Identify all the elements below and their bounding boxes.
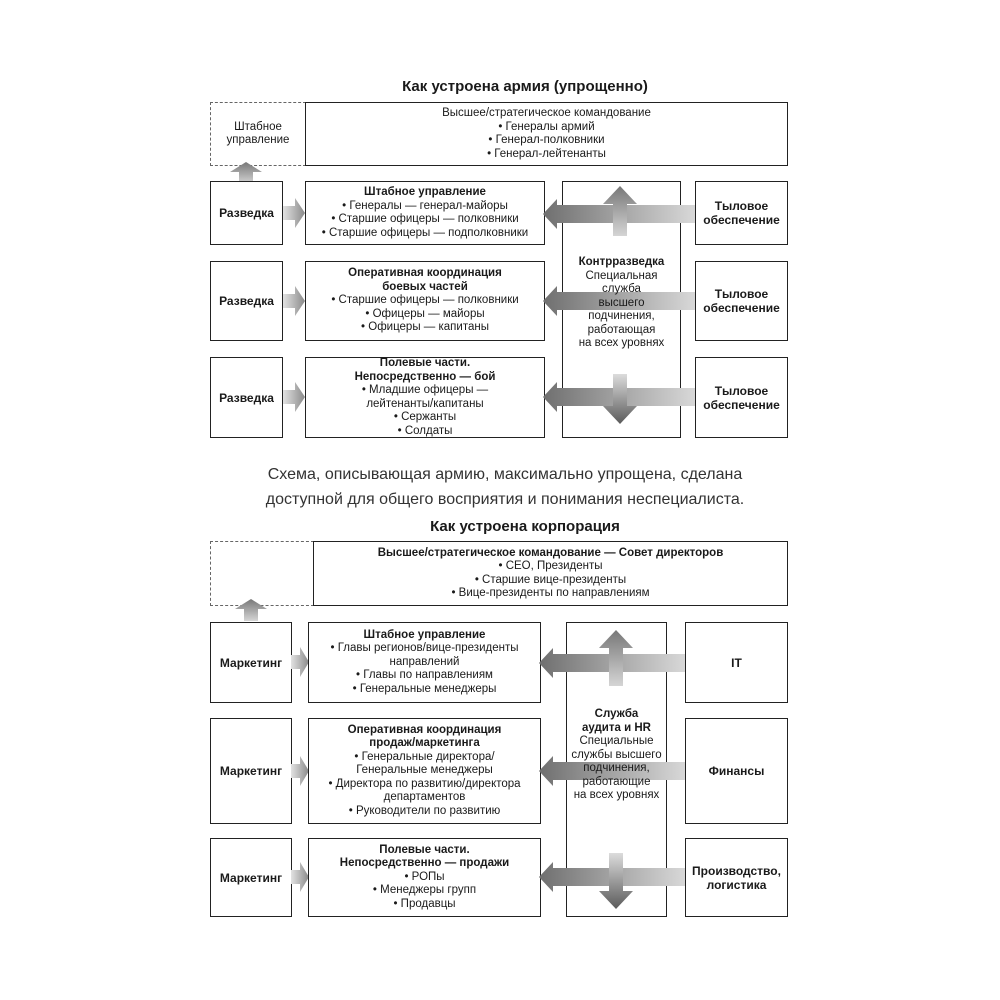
corp-right-label: Производство, логистика <box>692 863 781 892</box>
army-left-box-2 <box>210 261 283 341</box>
corp-level-heading: Непосредственно — продажи <box>339 857 510 870</box>
army-level-box-3 <box>305 357 545 438</box>
corp-left-box-2 <box>210 718 292 824</box>
corp-down-arrow-icon <box>599 853 633 909</box>
army-level-item: • Офицеры — майоры <box>365 307 485 320</box>
army-left-label: Разведка <box>219 206 274 220</box>
army-right-box-2 <box>695 261 788 341</box>
army-down-arrow-icon <box>603 374 637 424</box>
army-right-label: Тыловое обеспечение <box>703 287 780 315</box>
corp-level-item: направлений <box>389 655 460 668</box>
corp-right-arrow-icon <box>291 647 309 677</box>
corp-title: Как устроена корпорация <box>430 518 620 535</box>
army-title: Как устроена армия (упрощенно) <box>402 78 648 95</box>
army-middle-line: высшего <box>598 296 645 309</box>
corp-middle-line: подчинения, <box>583 762 650 774</box>
caption-line: Схема, описывающая армию, максимально упрощена, сделана <box>267 466 743 483</box>
corp-top-item: • Вице-президенты по направлениям <box>451 587 650 599</box>
army-level-heading: Непосредственно — бой <box>354 370 496 383</box>
corp-left-label: Маркетинг <box>219 870 283 885</box>
corp-left-label: Маркетинг <box>219 655 283 670</box>
corp-level-item: • РОПы <box>404 870 445 883</box>
army-top-left-label: Штабное управление <box>226 120 290 146</box>
corp-top-item: • Старшие вице-президенты <box>474 573 627 586</box>
army-left-box-3 <box>210 357 283 438</box>
corp-left-box-1 <box>210 622 292 703</box>
army-right-arrow-icon <box>283 286 305 316</box>
corp-right-label: Финансы <box>708 764 765 778</box>
army-level-item: лейтенанты/капитаны <box>366 397 484 410</box>
army-up-arrow-icon <box>603 186 637 236</box>
corp-up-arrow-icon <box>599 630 633 686</box>
corp-level-item: • Руководители по развитию <box>348 804 501 817</box>
corp-level-heading: Оперативная координация <box>347 723 502 736</box>
army-level-item: • Солдаты <box>397 424 453 437</box>
corp-middle-line: работающие <box>582 775 651 788</box>
corp-level-item: департаментов <box>383 791 466 804</box>
army-right-box-1 <box>695 181 788 245</box>
corp-middle-heading: аудита и HR <box>582 721 651 734</box>
corp-level-heading: Штабное управление <box>363 628 486 641</box>
corp-top-left-dashed <box>210 541 314 606</box>
army-middle-heading: Контрразведка <box>578 256 665 268</box>
army-level-heading: боевых частей <box>382 280 468 293</box>
corp-right-box-3 <box>685 838 788 917</box>
corp-up-arrow-icon <box>231 599 271 621</box>
corp-level-box-2 <box>308 718 541 824</box>
army-level-item: • Старшие офицеры — полковники <box>331 294 519 307</box>
army-top-left-dashed <box>210 102 306 166</box>
army-middle-line: работающая <box>587 323 656 336</box>
corp-level-item: • Директора по развитию/директора <box>328 777 521 790</box>
corp-left-label: Маркетинг <box>219 764 283 778</box>
corp-right-arrow-icon <box>291 862 309 892</box>
army-top-item: • Генерал-лейтенанты <box>487 147 606 160</box>
corp-middle-line: на всех уровнях <box>573 789 660 801</box>
corp-level-item: • Генеральные директора/ <box>354 750 495 763</box>
army-middle-line: Специальная <box>585 269 658 282</box>
corp-audit-text <box>567 708 666 803</box>
army-middle-line: на всех уровнях <box>578 337 665 349</box>
corp-middle-line: службы высшего <box>571 748 662 761</box>
army-top-item: • Генерал-полковники <box>488 134 605 146</box>
army-top-item: • Генералы армий <box>498 120 595 133</box>
corp-right-label: IT <box>731 655 742 670</box>
army-level-item: • Сержанты <box>393 411 457 423</box>
corp-right-arrow-icon <box>291 756 309 786</box>
corp-left-box-3 <box>210 838 292 917</box>
army-level-heading: Штабное управление <box>364 186 486 198</box>
corp-level-item: • Менеджеры групп <box>372 884 477 897</box>
army-middle-line: подчинения, <box>588 310 655 322</box>
corp-middle-line: Специальные <box>579 735 654 747</box>
corp-level-heading: продаж/маркетинга <box>369 737 480 750</box>
corp-top-item: • CEO, Президенты <box>498 560 603 572</box>
army-top-command <box>305 102 788 166</box>
army-level-item: • Младшие офицеры — <box>361 384 489 396</box>
corp-level-item: • Главы регионов/вице-президенты <box>330 642 519 655</box>
army-level-heading: Оперативная координация <box>348 267 502 280</box>
army-middle-line: служба <box>602 283 641 295</box>
corp-level-box-3 <box>308 838 541 917</box>
army-level-box-1 <box>305 181 545 245</box>
army-level-item: • Старшие офицеры — подполковники <box>321 226 529 239</box>
caption-line: доступной для общего восприятия и понимания неспециалиста. <box>265 491 745 508</box>
army-level-item: • Офицеры — капитаны <box>361 321 489 334</box>
corp-level-box-1 <box>308 622 541 703</box>
corp-right-box-1 <box>685 622 788 703</box>
army-right-arrow-icon <box>283 382 305 412</box>
corp-level-item: • Генеральные менеджеры <box>352 682 497 695</box>
army-right-label: Тыловое обеспечение <box>703 383 780 412</box>
army-counterintel-text <box>563 256 680 351</box>
army-level-item: • Генералы — генерал-майоры <box>342 199 508 212</box>
army-left-label: Разведка <box>219 294 274 308</box>
army-right-arrow-icon <box>283 198 305 228</box>
corp-level-heading: Полевые части. <box>379 843 470 856</box>
corp-top-command <box>313 541 788 606</box>
army-left-label: Разведка <box>219 390 274 405</box>
army-level-item: • Старшие офицеры — полковники <box>331 213 519 225</box>
army-level-heading: Полевые части. <box>379 357 471 369</box>
army-level-box-2 <box>305 261 545 341</box>
corp-top-heading: Высшее/стратегическое командование — Совет директоров <box>377 546 724 559</box>
army-top-heading: Высшее/стратегическое командование <box>442 107 651 119</box>
corp-level-item: Генеральные менеджеры <box>356 764 493 777</box>
corp-level-item: • Главы по направлениям <box>356 669 493 682</box>
army-left-box-1 <box>210 181 283 245</box>
army-right-box-3 <box>695 357 788 438</box>
army-right-label: Тыловое обеспечение <box>703 199 780 227</box>
caption <box>200 462 810 512</box>
corp-level-item: • Продавцы <box>393 897 456 910</box>
corp-middle-heading: Служба <box>594 708 639 720</box>
corp-right-box-2 <box>685 718 788 824</box>
